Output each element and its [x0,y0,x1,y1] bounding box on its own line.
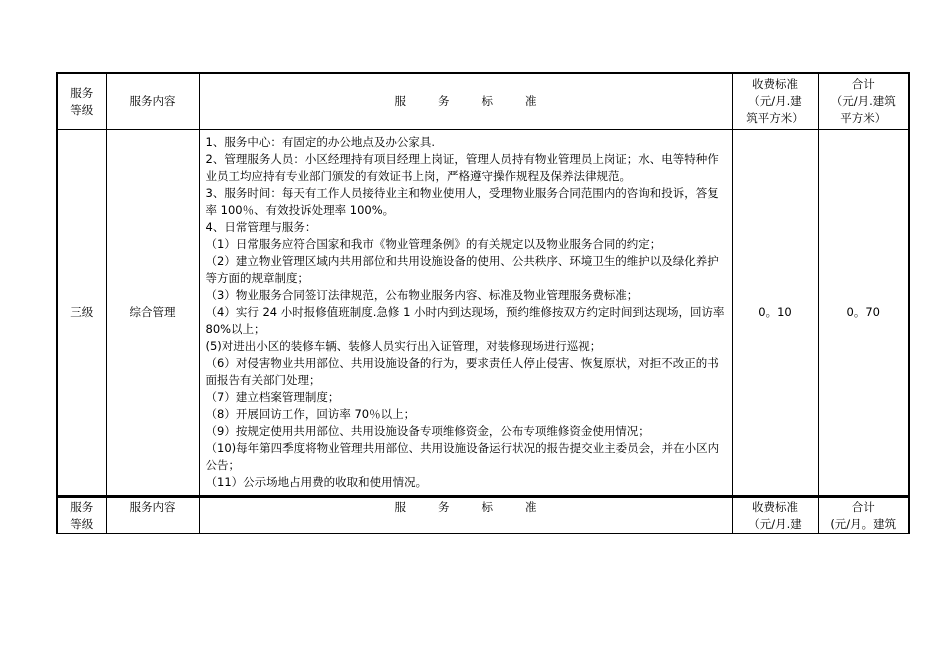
header-level-line2: 等级 [70,102,94,117]
standard-item: （7）建立档案管理制度； [205,390,340,404]
repeat-standard-char-1: 服 [394,500,406,514]
header-fee-line2: （元/月.建 [748,94,802,108]
table-row [57,130,909,497]
repeat-fee-line1: 收费标准 [752,500,798,514]
header-standard-char-1: 服 [394,94,406,108]
repeated-header-row [57,498,909,534]
standard-item: （4）实行 24 小时报修值班制度.急修 1 小时内到达现场，预约维修按双方约定时间到达现场，回访率 80%以上； [205,305,725,336]
header-fee-line1: 收费标准 [752,77,798,91]
repeat-total-line2: (元/月。建筑 [830,517,897,531]
standard-item: 1、服务中心：有固定的办公地点及办公家具. [205,135,435,149]
standard-item: 3、服务时间：每天有工作人员接待业主和物业使用人，受理物业服务合同范围内的咨询和投诉，答复率 100％、有效投诉处理率 100%。 [205,186,719,217]
header-total-line1: 合计 [851,77,875,91]
header-level-line1: 服务 [70,85,94,100]
table-header-row [57,73,909,130]
row-total-value: 0。70 [818,130,909,497]
standard-item: （1）日常服务应符合国家和我市《物业管理条例》的有关规定以及物业服务合同的约定； [205,237,662,251]
header-standard-char-4: 准 [525,94,537,108]
header-total-line2: （元/月.建筑 [830,94,896,108]
row-service-level: 三级 [57,130,106,497]
repeat-header-service-standard [199,498,732,534]
standard-item: （10)每年第四季度将物业管理共用部位、共用设施设备运行状况的报告提交业主委员会，并在小区内公告； [205,441,720,472]
repeat-header-total [818,498,909,534]
repeated-header-table [56,497,910,534]
header-service-standard [199,73,732,130]
repeat-header-service-content: 服务内容 [106,498,199,534]
standard-item: （11）公示场地占用费的收取和使用情况。 [205,475,428,489]
service-standard-table [56,72,910,497]
header-total-line3: 平方米） [840,111,887,125]
repeat-header-service-level [57,498,106,534]
repeat-standard-char-3: 标 [481,500,493,514]
repeat-header-fee-standard [732,498,818,534]
standard-item: 4、日常管理与服务： [205,220,317,234]
header-total [818,73,909,130]
header-standard-char-3: 标 [481,94,493,108]
repeat-standard-char-2: 务 [438,500,450,514]
standard-item: （3）物业服务合同签订法律规范，公布物业服务内容、标准及物业管理服务费标准； [205,288,639,302]
row-service-content: 综合管理 [106,130,199,497]
row-fee-value: 0。10 [732,130,818,497]
standard-item: （6）对侵害物业共用部位、共用设施设备的行为，要求责任人停止侵害、恢复原状，对拒不改正的书面报告有关部门处理； [205,356,719,387]
standard-item: (5)对进出小区的装修车辆、装修人员实行出入证管理，对装修现场进行巡视； [205,339,602,353]
standard-item: （2）建立物业管理区域内共用部位和共用设施设备的使用、公共秩序、环境卫生的维护以及绿化养护等方面的规章制度； [205,254,719,285]
repeat-level-line1: 服务 [70,500,94,514]
header-fee-line3: 筑平方米） [746,111,804,125]
header-service-content: 服务内容 [106,73,199,130]
repeat-total-line1: 合计 [851,500,875,514]
standard-item: （8）开展回访工作，回访率 70％以上； [205,407,416,421]
header-service-level [57,73,106,130]
header-standard-char-2: 务 [438,94,450,108]
standard-item: （9）按规定使用共用部位、共用设施设备专项维修资金，公布专项维修资金使用情况； [205,424,650,438]
service-standard-sheet [56,72,908,534]
row-service-standards [199,130,732,497]
standard-item: 2、管理服务人员：小区经理持有项目经理上岗证，管理人员持有物业管理员上岗证；水、电等特种作业员工均应持有专业部门颁发的有效证书上岗，严格遵守操作规程及保养法律规范。 [205,152,719,183]
repeat-standard-char-4: 准 [525,500,537,514]
repeat-level-line2: 等级 [70,517,94,531]
repeat-fee-line2: （元/月.建 [748,517,802,531]
header-fee-standard [732,73,818,130]
